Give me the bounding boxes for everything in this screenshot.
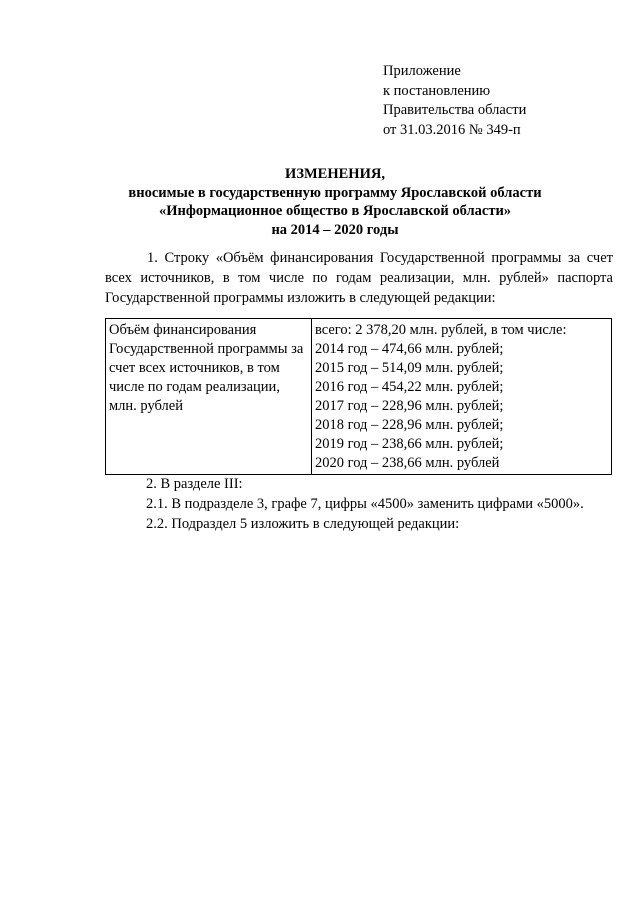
funding-label-cell: Объём финансирования Государственной программы за счет всех источников, в том числе по годам реализации, млн. рублей: [106, 319, 312, 475]
title-line: на 2014 – 2020 годы: [271, 221, 399, 238]
funding-year-line: 2018 год – 228,96 млн. рублей;: [315, 417, 504, 433]
funding-values-cell: [312, 319, 612, 475]
attachment-date-number: от 31.03.2016 № 349-п: [383, 121, 521, 138]
section-3-changes: [146, 474, 626, 534]
funding-year-line: 2017 год – 228,96 млн. рублей;: [315, 398, 504, 414]
section-line: 2.2. Подраздел 5 изложить в следующей редакции:: [146, 516, 460, 532]
funding-year-line: 2014 год – 474,66 млн. рублей;: [315, 341, 504, 357]
table-row: [106, 319, 612, 475]
funding-year-line: 2015 год – 514,09 млн. рублей;: [315, 360, 504, 376]
attachment-line: Приложение: [383, 63, 461, 79]
section-line: 2.1. В подразделе 3, графе 7, цифры «4500» заменить цифрами «5000».: [146, 496, 584, 512]
funding-year-line: 2019 год – 238,66 млн. рублей;: [315, 436, 504, 452]
title-line: вносимые в государственную программу Ярославской области: [128, 184, 542, 201]
title-line: ИЗМЕНЕНИЯ,: [285, 166, 385, 182]
attachment-line: Правительства области: [383, 102, 527, 118]
attachment-header: [383, 62, 623, 140]
paragraph-1-text: 1. Строку «Объём финансирования Государственной программы за счет всех источников, в том числе по годам реализации, млн. рублей» паспорта Государственной программы изложить в следующей редакции:: [105, 250, 613, 306]
paragraph-1: [105, 248, 613, 308]
title-line: «Информационное общество в Ярославской области»: [158, 203, 512, 219]
funding-table: [105, 318, 612, 475]
attachment-line: к постановлению: [383, 82, 491, 99]
section-line: 2. В разделе III:: [146, 476, 243, 492]
funding-year-line: 2020 год – 238,66 млн. рублей: [315, 455, 500, 471]
funding-year-line: 2016 год – 454,22 млн. рублей;: [315, 379, 504, 395]
document-title: [90, 165, 580, 239]
funding-total: всего: 2 378,20 млн. рублей, в том числе:: [315, 322, 567, 338]
